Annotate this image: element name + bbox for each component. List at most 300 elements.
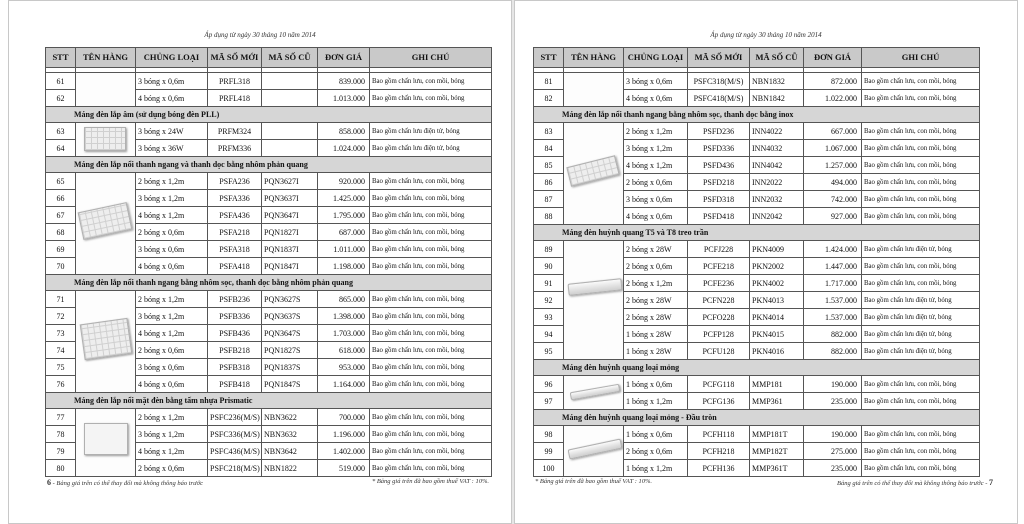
price-cell: 920.000 (318, 173, 370, 190)
old-code-cell: NBN1842 (750, 90, 804, 107)
table-row (534, 123, 980, 140)
type-cell: 2 bóng x 0,6m (136, 224, 208, 241)
price-cell: 1.402.000 (318, 443, 370, 460)
section-row (534, 410, 980, 426)
footer-right (837, 478, 993, 487)
new-code-cell: PSFA218 (208, 224, 262, 241)
price-cell: 700.000 (318, 409, 370, 426)
price-cell: 872.000 (804, 73, 862, 90)
light-fixture-image (566, 155, 619, 187)
new-code-cell: PSFB236 (208, 291, 262, 308)
light-fixture-image (570, 384, 621, 401)
price-cell: 1.198.000 (318, 258, 370, 275)
col-header-ghi-chu: GHI CHÚ (370, 48, 492, 68)
note-cell: Bao gồm chấn lưu, con mồi, bóng (862, 191, 980, 208)
product-image-cell (76, 409, 136, 477)
note-cell: Bao gồm chấn lưu, con mồi, bóng (862, 460, 980, 477)
note-cell: Bao gồm chấn lưu, con mồi, bóng (370, 73, 492, 90)
old-code-cell: PQN3647I (262, 207, 318, 224)
table-row (46, 73, 492, 90)
old-code-cell (262, 73, 318, 90)
light-fixture-image (80, 318, 133, 360)
price-cell: 1.424.000 (804, 241, 862, 258)
table-row (534, 426, 980, 443)
new-code-cell: PCFP128 (688, 326, 750, 343)
col-header-ten-hang: TÊN HÀNG (564, 48, 624, 68)
price-page-right (514, 0, 1018, 524)
section-title: Máng đèn lắp nổi mặt đèn bằng tấm nhựa Prismatic (46, 393, 492, 409)
price-cell: 667.000 (804, 123, 862, 140)
type-cell: 2 bóng x 28W (624, 292, 688, 309)
stt-cell: 95 (534, 343, 564, 360)
new-code-cell: PSFC318(M/S) (688, 73, 750, 90)
note-cell: Bao gồm chấn lưu điện tử, bóng (862, 241, 980, 258)
note-cell: Bao gồm chấn lưu, con mồi, bóng (862, 275, 980, 292)
new-code-cell: PCFN228 (688, 292, 750, 309)
price-cell: 1.196.000 (318, 426, 370, 443)
old-code-cell: NBN3622 (262, 409, 318, 426)
col-header-ma-cu: MÃ SỐ CŨ (262, 48, 318, 68)
price-cell: 1.257.000 (804, 157, 862, 174)
type-cell: 3 bóng x 1,2m (136, 308, 208, 325)
stt-cell: 80 (46, 460, 76, 477)
section-row (534, 225, 980, 241)
stt-cell: 71 (46, 291, 76, 308)
type-cell: 4 bóng x 0,6m (624, 90, 688, 107)
type-cell: 2 bóng x 1,2m (624, 275, 688, 292)
new-code-cell: PSFD318 (688, 191, 750, 208)
new-code-cell: PSFC436(M/S) (208, 443, 262, 460)
col-header-chung-loai: CHỦNG LOẠI (624, 48, 688, 68)
price-cell: 839.000 (318, 73, 370, 90)
new-code-cell: PSFA318 (208, 241, 262, 258)
new-code-cell: PCFU128 (688, 343, 750, 360)
stt-cell: 70 (46, 258, 76, 275)
col-header-stt: STT (534, 48, 564, 68)
stt-cell: 63 (46, 123, 76, 140)
section-row (46, 157, 492, 173)
note-cell: Bao gồm chấn lưu điện tử, bóng (862, 309, 980, 326)
old-code-cell: INN2042 (750, 208, 804, 225)
section-row (534, 360, 980, 376)
note-cell: Bao gồm chấn lưu điện tử, bóng (862, 343, 980, 360)
price-cell: 494.000 (804, 174, 862, 191)
old-code-cell: PQN1847S (262, 376, 318, 393)
old-code-cell: INN4032 (750, 140, 804, 157)
type-cell: 2 bóng x 0,6m (624, 443, 688, 460)
type-cell: 1 bóng x 1,2m (624, 460, 688, 477)
stt-cell: 82 (534, 90, 564, 107)
product-image-cell (76, 291, 136, 393)
old-code-cell: NBN3632 (262, 426, 318, 443)
type-cell: 2 bóng x 28W (624, 309, 688, 326)
type-cell: 2 bóng x 1,2m (136, 291, 208, 308)
product-image-cell (76, 173, 136, 275)
old-code-cell: PQN1827S (262, 342, 318, 359)
old-code-cell: PKN4014 (750, 309, 804, 326)
new-code-cell: PSFA418 (208, 258, 262, 275)
type-cell: 2 bóng x 1,2m (624, 123, 688, 140)
col-header-ma-moi: MÃ SỐ MỚI (208, 48, 262, 68)
price-cell: 953.000 (318, 359, 370, 376)
footer-vat-note: * Bảng giá trên đã bao gồm thuế VAT : 10%. (371, 478, 489, 485)
note-cell: Bao gồm chấn lưu điện tử, bóng (370, 123, 492, 140)
stt-cell: 79 (46, 443, 76, 460)
type-cell: 4 bóng x 0,6m (136, 376, 208, 393)
price-cell: 1.537.000 (804, 292, 862, 309)
price-cell: 190.000 (804, 376, 862, 393)
section-title: Máng đèn lắp nổi thanh ngang và thanh dọc bằng nhôm phản quang (46, 157, 492, 173)
note-cell: Bao gồm chấn lưu, con mồi, bóng (370, 90, 492, 107)
old-code-cell: PQN3637I (262, 190, 318, 207)
note-cell: Bao gồm chấn lưu, con mồi, bóng (370, 409, 492, 426)
stt-cell: 96 (534, 376, 564, 393)
section-row (46, 393, 492, 409)
note-cell: Bao gồm chấn lưu, con mồi, bóng (370, 342, 492, 359)
footer-vat-note: * Bảng giá trên đã bao gồm thuế VAT : 10%. (535, 478, 653, 485)
new-code-cell: PSFB418 (208, 376, 262, 393)
price-table-right (533, 47, 980, 477)
note-cell: Bao gồm chấn lưu, con mồi, bóng (370, 426, 492, 443)
stt-cell: 88 (534, 208, 564, 225)
stt-cell: 85 (534, 157, 564, 174)
old-code-cell: PQN3647S (262, 325, 318, 342)
type-cell: 3 bóng x 0,6m (624, 73, 688, 90)
type-cell: 1 bóng x 0,6m (624, 376, 688, 393)
note-cell: Bao gồm chấn lưu, con mồi, bóng (862, 123, 980, 140)
note-cell: Bao gồm chấn lưu, con mồi, bóng (370, 359, 492, 376)
type-cell: 3 bóng x 1,2m (136, 190, 208, 207)
stt-cell: 87 (534, 191, 564, 208)
price-cell: 1.537.000 (804, 309, 862, 326)
section-row (534, 107, 980, 123)
type-cell: 3 bóng x 0,6m (136, 241, 208, 258)
stt-cell: 94 (534, 326, 564, 343)
stt-cell: 86 (534, 174, 564, 191)
section-title: Máng đèn huỳnh quang loại mỏng - Đầu tròn (534, 410, 980, 426)
new-code-cell: PCFH118 (688, 426, 750, 443)
stt-cell: 75 (46, 359, 76, 376)
note-cell: Bao gồm chấn lưu, con mồi, bóng (862, 376, 980, 393)
price-cell: 882.000 (804, 326, 862, 343)
old-code-cell: PQN1837S (262, 359, 318, 376)
section-title: Máng đèn lắp nổi thanh ngang bằng nhôm sọc, thanh dọc bằng nhôm phản quang (46, 275, 492, 291)
new-code-cell: PSFA336 (208, 190, 262, 207)
note-cell: Bao gồm chấn lưu, con mồi, bóng (862, 426, 980, 443)
type-cell: 2 bóng x 1,2m (136, 173, 208, 190)
note-cell: Bao gồm chấn lưu, con mồi, bóng (862, 90, 980, 107)
stt-cell: 83 (534, 123, 564, 140)
new-code-cell: PCFO228 (688, 309, 750, 326)
old-code-cell: PQN3627I (262, 173, 318, 190)
new-code-cell: PRFL418 (208, 90, 262, 107)
note-cell: Bao gồm chấn lưu, con mồi, bóng (370, 207, 492, 224)
table-header-row (534, 48, 980, 68)
stt-cell: 69 (46, 241, 76, 258)
note-cell: Bao gồm chấn lưu, con mồi, bóng (370, 460, 492, 477)
light-fixture-image (568, 278, 623, 296)
effective-date: Áp dụng từ ngày 30 tháng 10 năm 2014 (710, 31, 822, 39)
type-cell: 4 bóng x 0,6m (136, 258, 208, 275)
col-header-stt: STT (46, 48, 76, 68)
stt-cell: 62 (46, 90, 76, 107)
note-cell: Bao gồm chấn lưu, con mồi, bóng (862, 443, 980, 460)
note-cell: Bao gồm chấn lưu, con mồi, bóng (862, 73, 980, 90)
new-code-cell: PCFG118 (688, 376, 750, 393)
type-cell: 4 bóng x 0,6m (136, 90, 208, 107)
price-cell: 1.067.000 (804, 140, 862, 157)
old-code-cell: INN4042 (750, 157, 804, 174)
new-code-cell: PRFM336 (208, 140, 262, 157)
old-code-cell: PKN4015 (750, 326, 804, 343)
section-row (46, 107, 492, 123)
price-cell: 1.022.000 (804, 90, 862, 107)
stt-cell: 65 (46, 173, 76, 190)
stt-cell: 90 (534, 258, 564, 275)
note-cell: Bao gồm chấn lưu, con mồi, bóng (862, 157, 980, 174)
type-cell: 1 bóng x 28W (624, 343, 688, 360)
price-table-left (45, 47, 492, 477)
product-image-cell (564, 426, 624, 477)
footer-disclaimer: - Bảng giá trên có thể thay đổi mà không thông báo trước (52, 480, 203, 487)
price-cell: 1.398.000 (318, 308, 370, 325)
new-code-cell: PSFD218 (688, 174, 750, 191)
type-cell: 3 bóng x 36W (136, 140, 208, 157)
price-cell: 927.000 (804, 208, 862, 225)
section-title: Máng đèn huỳnh quang T5 và T8 treo trần (534, 225, 980, 241)
price-cell: 687.000 (318, 224, 370, 241)
type-cell: 2 bóng x 0,6m (136, 342, 208, 359)
new-code-cell: PSFB318 (208, 359, 262, 376)
stt-cell: 77 (46, 409, 76, 426)
section-title: Máng đèn lắp nổi thanh ngang bằng nhôm sọc, thanh dọc bằng inox (534, 107, 980, 123)
note-cell: Bao gồm chấn lưu, con mồi, bóng (370, 190, 492, 207)
type-cell: 1 bóng x 1,2m (624, 393, 688, 410)
old-code-cell: PKN4009 (750, 241, 804, 258)
table-row (46, 409, 492, 426)
old-code-cell: PKN2002 (750, 258, 804, 275)
old-code-cell: PQN3637S (262, 308, 318, 325)
stt-cell: 78 (46, 426, 76, 443)
page-number: 6 (47, 478, 51, 487)
note-cell: Bao gồm chấn lưu, con mồi, bóng (370, 224, 492, 241)
new-code-cell: PSFC218(M/S) (208, 460, 262, 477)
price-page-left (8, 0, 512, 524)
price-cell: 1.024.000 (318, 140, 370, 157)
price-cell: 1.703.000 (318, 325, 370, 342)
stt-cell: 97 (534, 393, 564, 410)
price-cell: 742.000 (804, 191, 862, 208)
price-cell: 618.000 (318, 342, 370, 359)
table-header-row (46, 48, 492, 68)
note-cell: Bao gồm chấn lưu, con mồi, bóng (862, 208, 980, 225)
price-cell: 1.717.000 (804, 275, 862, 292)
old-code-cell: MMP182T (750, 443, 804, 460)
footer-left (47, 478, 203, 487)
new-code-cell: PCFH218 (688, 443, 750, 460)
new-code-cell: PSFC236(M/S) (208, 409, 262, 426)
price-cell: 1.011.000 (318, 241, 370, 258)
stt-cell: 92 (534, 292, 564, 309)
price-cell: 235.000 (804, 393, 862, 410)
price-cell: 1.164.000 (318, 376, 370, 393)
section-row (46, 275, 492, 291)
product-image-cell (564, 241, 624, 360)
stt-cell: 74 (46, 342, 76, 359)
stt-cell: 100 (534, 460, 564, 477)
note-cell: Bao gồm chấn lưu điện tử, bóng (862, 292, 980, 309)
col-header-chung-loai: CHỦNG LOẠI (136, 48, 208, 68)
stt-cell: 91 (534, 275, 564, 292)
col-header-ma-moi: MÃ SỐ MỚI (688, 48, 750, 68)
type-cell: 3 bóng x 0,6m (136, 73, 208, 90)
type-cell: 3 bóng x 1,2m (136, 426, 208, 443)
product-image-cell (564, 376, 624, 410)
section-title: Máng đèn lắp âm (sử dụng bóng đèn PLL) (46, 107, 492, 123)
old-code-cell: PQN3627S (262, 291, 318, 308)
old-code-cell: NBN1832 (750, 73, 804, 90)
light-fixture-image (568, 438, 623, 459)
old-code-cell: INN2032 (750, 191, 804, 208)
col-header-ten-hang: TÊN HÀNG (76, 48, 136, 68)
old-code-cell: PKN4016 (750, 343, 804, 360)
table-row (534, 73, 980, 90)
new-code-cell: PSFB336 (208, 308, 262, 325)
product-image-cell (564, 73, 624, 107)
old-code-cell: MMP181T (750, 426, 804, 443)
new-code-cell: PSFC418(M/S) (688, 90, 750, 107)
old-code-cell: NBN1822 (262, 460, 318, 477)
stt-cell: 73 (46, 325, 76, 342)
new-code-cell: PSFD336 (688, 140, 750, 157)
price-cell: 1.425.000 (318, 190, 370, 207)
light-fixture-image (84, 423, 128, 455)
stt-cell: 76 (46, 376, 76, 393)
note-cell: Bao gồm chấn lưu, con mồi, bóng (370, 325, 492, 342)
price-cell: 858.000 (318, 123, 370, 140)
old-code-cell (262, 90, 318, 107)
price-cell: 519.000 (318, 460, 370, 477)
new-code-cell: PRFL318 (208, 73, 262, 90)
light-fixture-image (78, 202, 133, 240)
new-code-cell: PCFE236 (688, 275, 750, 292)
type-cell: 4 bóng x 1,2m (136, 325, 208, 342)
light-fixture-image (84, 127, 126, 151)
old-code-cell (262, 140, 318, 157)
old-code-cell: INN2022 (750, 174, 804, 191)
table-row (46, 291, 492, 308)
new-code-cell: PRFM324 (208, 123, 262, 140)
col-header-don-gia: ĐƠN GIÁ (804, 48, 862, 68)
effective-date: Áp dụng từ ngày 30 tháng 10 năm 2014 (204, 31, 316, 39)
stt-cell: 66 (46, 190, 76, 207)
price-cell: 190.000 (804, 426, 862, 443)
stt-cell: 68 (46, 224, 76, 241)
section-title: Máng đèn huỳnh quang loại mỏng (534, 360, 980, 376)
new-code-cell: PCFH136 (688, 460, 750, 477)
col-header-ma-cu: MÃ SỐ CŨ (750, 48, 804, 68)
stt-cell: 61 (46, 73, 76, 90)
type-cell: 2 bóng x 0,6m (136, 460, 208, 477)
table-row (46, 123, 492, 140)
price-cell: 235.000 (804, 460, 862, 477)
new-code-cell: PCFG136 (688, 393, 750, 410)
new-code-cell: PSFB218 (208, 342, 262, 359)
new-code-cell: PSFA236 (208, 173, 262, 190)
price-cell: 865.000 (318, 291, 370, 308)
footer-disclaimer: Bảng giá trên có thể thay đổi mà không thông báo trước - (837, 480, 988, 487)
stt-cell: 98 (534, 426, 564, 443)
note-cell: Bao gồm chấn lưu, con mồi, bóng (370, 443, 492, 460)
new-code-cell: PSFD236 (688, 123, 750, 140)
product-image-cell (76, 73, 136, 107)
stt-cell: 89 (534, 241, 564, 258)
type-cell: 1 bóng x 28W (624, 326, 688, 343)
price-cell: 1.795.000 (318, 207, 370, 224)
note-cell: Bao gồm chấn lưu, con mồi, bóng (370, 308, 492, 325)
stt-cell: 99 (534, 443, 564, 460)
note-cell: Bao gồm chấn lưu, con mồi, bóng (862, 258, 980, 275)
old-code-cell: PQN1847I (262, 258, 318, 275)
new-code-cell: PSFA436 (208, 207, 262, 224)
price-cell: 1.447.000 (804, 258, 862, 275)
old-code-cell: MMP181 (750, 376, 804, 393)
note-cell: Bao gồm chấn lưu điện tử, bóng (370, 140, 492, 157)
note-cell: Bao gồm chấn lưu, con mồi, bóng (370, 291, 492, 308)
type-cell: 3 bóng x 24W (136, 123, 208, 140)
table-body-left (46, 68, 492, 477)
old-code-cell: PQN1837I (262, 241, 318, 258)
table-body-right (534, 68, 980, 477)
type-cell: 4 bóng x 0,6m (624, 208, 688, 225)
new-code-cell: PCFJ228 (688, 241, 750, 258)
stt-cell: 81 (534, 73, 564, 90)
price-cell: 882.000 (804, 343, 862, 360)
type-cell: 2 bóng x 0,6m (624, 258, 688, 275)
new-code-cell: PSFD418 (688, 208, 750, 225)
product-image-cell (76, 123, 136, 157)
note-cell: Bao gồm chấn lưu, con mồi, bóng (862, 393, 980, 410)
old-code-cell: MMP361 (750, 393, 804, 410)
new-code-cell: PSFB436 (208, 325, 262, 342)
type-cell: 4 bóng x 1,2m (624, 157, 688, 174)
type-cell: 3 bóng x 1,2m (624, 140, 688, 157)
col-header-don-gia: ĐƠN GIÁ (318, 48, 370, 68)
type-cell: 2 bóng x 28W (624, 241, 688, 258)
new-code-cell: PSFC336(M/S) (208, 426, 262, 443)
note-cell: Bao gồm chấn lưu, con mồi, bóng (370, 173, 492, 190)
type-cell: 3 bóng x 0,6m (624, 191, 688, 208)
note-cell: Bao gồm chấn lưu, con mồi, bóng (370, 376, 492, 393)
price-cell: 1.013.000 (318, 90, 370, 107)
old-code-cell: INN4022 (750, 123, 804, 140)
type-cell: 2 bóng x 0,6m (624, 174, 688, 191)
stt-cell: 72 (46, 308, 76, 325)
note-cell: Bao gồm chấn lưu, con mồi, bóng (370, 241, 492, 258)
note-cell: Bao gồm chấn lưu điện tử, bóng (862, 326, 980, 343)
page-number: 7 (989, 478, 993, 487)
type-cell: 2 bóng x 1,2m (136, 409, 208, 426)
old-code-cell (262, 123, 318, 140)
col-header-ghi-chu: GHI CHÚ (862, 48, 980, 68)
type-cell: 3 bóng x 0,6m (136, 359, 208, 376)
type-cell: 1 bóng x 0,6m (624, 426, 688, 443)
stt-cell: 67 (46, 207, 76, 224)
type-cell: 4 bóng x 1,2m (136, 207, 208, 224)
note-cell: Bao gồm chấn lưu, con mồi, bóng (370, 258, 492, 275)
old-code-cell: PKN4013 (750, 292, 804, 309)
price-cell: 275.000 (804, 443, 862, 460)
